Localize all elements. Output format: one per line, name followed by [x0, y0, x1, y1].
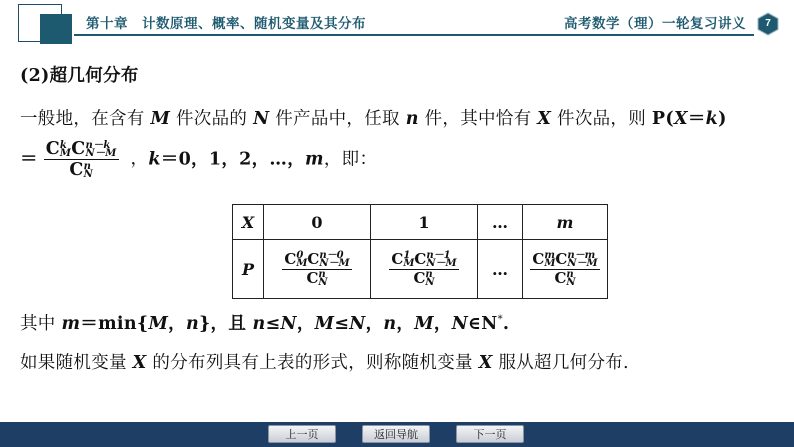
row-label-x: X [233, 205, 264, 240]
footer-nav-bar [0, 422, 794, 447]
x-value: … [478, 205, 523, 240]
section-title: (2)超几何分布 [20, 66, 139, 86]
x-value: 0 [264, 205, 371, 240]
page-number-badge [756, 12, 780, 36]
condition-text: 其中 m＝min{M，n}，且 n≤N，M≤N，n，M，N∈N*. [20, 314, 510, 334]
conclusion-text: 如果随机变量 X 的分布列具有上表的形式，则称随机变量 X 服从超几何分布. [20, 353, 629, 373]
header-square-decoration [40, 14, 72, 44]
hypergeometric-formula: ＝ C k M C n－k N－M C n N ，k＝0，1，2，…，m，即： [20, 139, 378, 181]
p-value: C m M C n－m N－M C n N [523, 240, 608, 299]
distribution-table [232, 204, 608, 299]
header-rule [74, 34, 754, 36]
x-value: 1 [371, 205, 478, 240]
return-nav-button[interactable]: 返回导航 [362, 425, 430, 443]
chapter-title: 第十章 计数原理、概率、随机变量及其分布 [86, 16, 366, 32]
prev-page-button[interactable]: 上一页 [268, 425, 336, 443]
page-header [0, 0, 794, 46]
row-label-p: P [233, 240, 264, 299]
table-row-x [233, 205, 608, 240]
p-value: C 1 M C n－1 N－M C n N [371, 240, 478, 299]
probability-fraction: C k M C n－k N－M C n N [45, 139, 117, 181]
table-row-p [233, 240, 608, 299]
p-value-ellipsis: … [478, 240, 523, 299]
definition-paragraph: 一般地，在含有 M 件次品的 N 件产品中，任取 n 件，其中恰有 X 件次品，则 P(X＝k) [20, 109, 727, 129]
page-number: 7 [765, 18, 771, 29]
next-page-button[interactable]: 下一页 [456, 425, 524, 443]
book-title: 高考数学（理）一轮复习讲义 [564, 16, 746, 32]
p-value: C 0 M C n－0 N－M C n N [264, 240, 371, 299]
x-value: m [523, 205, 608, 240]
